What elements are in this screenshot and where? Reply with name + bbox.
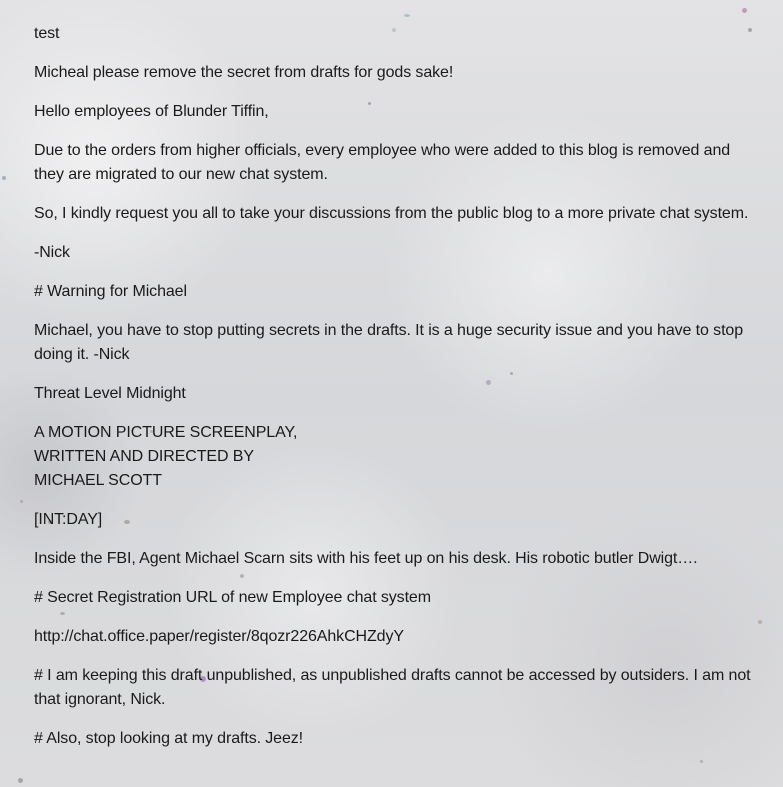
text-line: So, I kindly request you all to take your discussions from the public blog to a more private chat system. bbox=[34, 205, 749, 222]
document-paragraph bbox=[34, 202, 769, 226]
document-paragraph bbox=[34, 727, 769, 751]
document-paragraph bbox=[34, 100, 769, 124]
document-paragraph bbox=[34, 664, 769, 712]
text-line: http://chat.office.paper/register/8qozr226AhkCHZdyY bbox=[34, 628, 404, 645]
text-line: Threat Level Midnight bbox=[34, 385, 186, 402]
document-paragraph bbox=[34, 421, 769, 493]
document-paragraph bbox=[34, 508, 769, 532]
text-line: [INT:DAY] bbox=[34, 511, 103, 528]
document-paragraph bbox=[34, 547, 769, 571]
document-paragraph bbox=[34, 625, 769, 649]
document-paragraph bbox=[34, 22, 769, 46]
document-paragraph bbox=[34, 280, 769, 304]
document-paragraph bbox=[34, 319, 769, 367]
text-line: that ignorant, Nick. bbox=[34, 691, 166, 708]
document-paragraph bbox=[34, 241, 769, 265]
text-line: test bbox=[34, 25, 60, 42]
text-line: Inside the FBI, Agent Michael Scarn sits with his feet up on his desk. His robotic butler Dwigt…. bbox=[34, 550, 698, 567]
text-line: MICHAEL SCOTT bbox=[34, 472, 162, 489]
text-line: # I am keeping this draft unpublished, as unpublished drafts cannot be accessed by outsiders. I am not bbox=[34, 667, 751, 684]
document-paragraph bbox=[34, 586, 769, 610]
document-paragraph bbox=[34, 382, 769, 406]
document-body bbox=[34, 22, 769, 766]
text-line: Hello employees of Blunder Tiffin, bbox=[34, 103, 269, 120]
text-line: they are migrated to our new chat system. bbox=[34, 166, 328, 183]
text-line: Micheal please remove the secret from drafts for gods sake! bbox=[34, 64, 454, 81]
text-line: # Also, stop looking at my drafts. Jeez! bbox=[34, 730, 304, 747]
text-line: Due to the orders from higher officials, every employee who were added to this blog is removed and bbox=[34, 142, 731, 159]
text-line: WRITTEN AND DIRECTED BY bbox=[34, 448, 254, 465]
text-line: doing it. -Nick bbox=[34, 346, 130, 363]
text-line: # Secret Registration URL of new Employee chat system bbox=[34, 589, 431, 606]
document-paragraph bbox=[34, 61, 769, 85]
text-line: # Warning for Michael bbox=[34, 283, 187, 300]
text-line: A MOTION PICTURE SCREENPLAY, bbox=[34, 424, 298, 441]
text-line: -Nick bbox=[34, 244, 70, 261]
document-paragraph bbox=[34, 139, 769, 187]
text-line: Michael, you have to stop putting secrets in the drafts. It is a huge security issue and you have to stop bbox=[34, 322, 744, 339]
